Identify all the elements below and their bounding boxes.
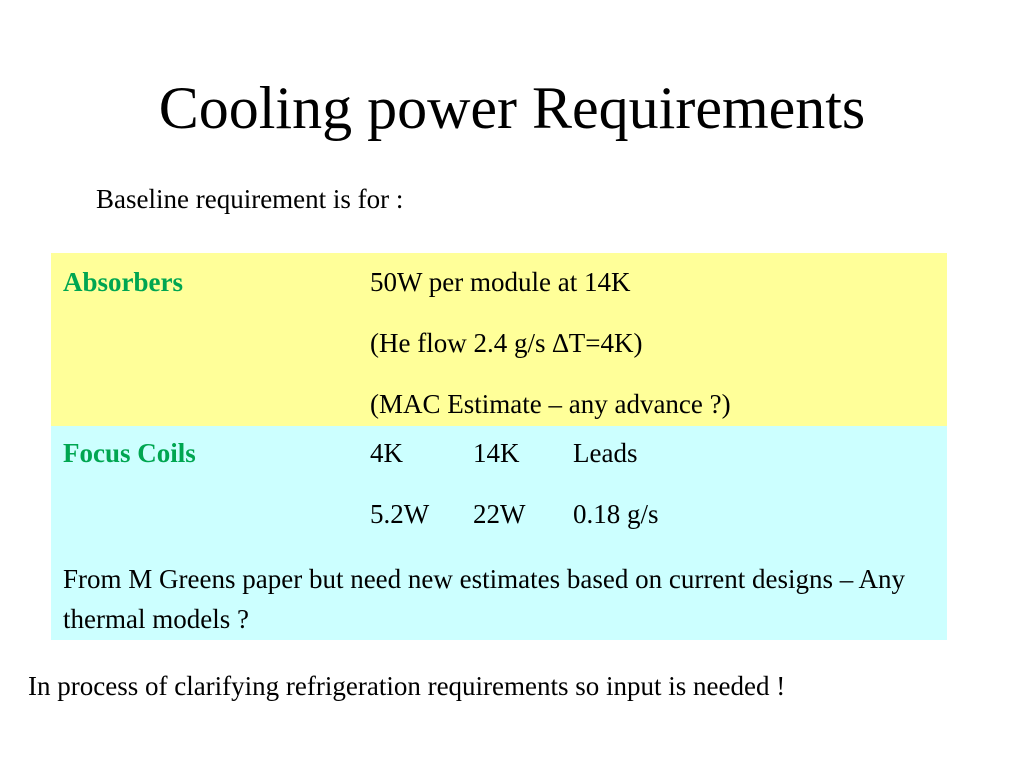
slide-footer: In process of clarifying refrigeration requirements so input is needed !	[28, 671, 786, 701]
focus-coils-value-14k: 22W	[473, 499, 526, 529]
absorbers-panel	[51, 253, 947, 426]
focus-coils-header-4k: 4K	[370, 438, 403, 468]
focus-coils-value-leads: 0.18 g/s	[573, 499, 659, 529]
slide-subtitle: Baseline requirement is for :	[96, 184, 404, 214]
focus-coils-value-4k: 5.2W	[370, 499, 430, 529]
focus-coils-panel	[51, 426, 947, 640]
focus-coils-label: Focus Coils	[63, 438, 196, 468]
focus-coils-header-14k: 14K	[473, 438, 520, 468]
absorbers-line-power: 50W per module at 14K	[370, 267, 631, 297]
slide-title: Cooling power Requirements	[158, 75, 866, 141]
absorbers-line-flow: (He flow 2.4 g/s ∆T=4K)	[370, 328, 643, 358]
focus-coils-header-leads: Leads	[573, 438, 638, 468]
absorbers-label: Absorbers	[63, 267, 183, 297]
focus-coils-note: From M Greens paper but need new estimates based on current designs – Any thermal models ?	[63, 564, 906, 634]
absorbers-line-estimate: (MAC Estimate – any advance ?)	[370, 389, 731, 419]
